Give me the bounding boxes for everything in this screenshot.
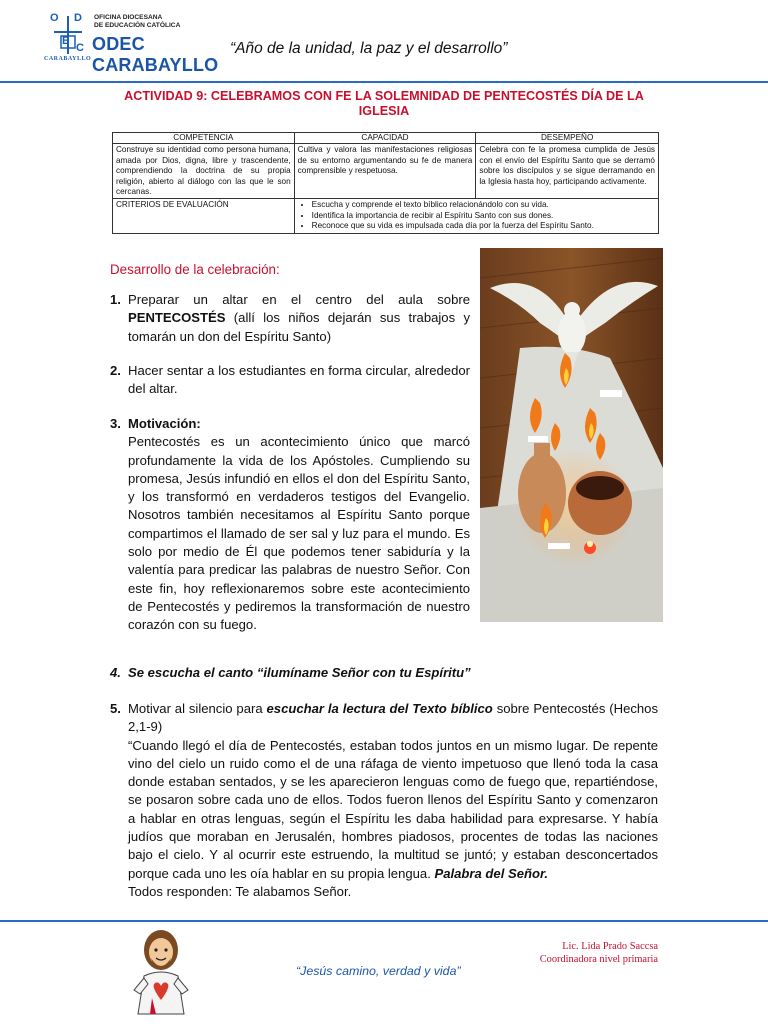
item-1-text-end: (allí los niños dejarán sus trabajos y tomarán un don del Espíritu Santo) bbox=[128, 310, 470, 344]
cell-desempeno: Celebra con fe la promesa cumplida de Jesús con el envío del Espíritu Santo que se derramó sobre los discípulos y se sigue derramando en la Iglesia hasta hoy, participando activamente. bbox=[476, 144, 659, 199]
item-text: Se escucha el canto “ilumíname Señor con tu Espíritu” bbox=[128, 665, 471, 680]
item-number: 4. bbox=[110, 665, 121, 680]
item-5-emphasis: escuchar la lectura del Texto bíblico bbox=[266, 701, 493, 716]
altar-photo-graphic bbox=[480, 248, 663, 622]
cell-competencia: Construye su identidad como persona humana, amada por Dios, digna, libre y trascendente, comprendiendo la doctrina de su propia religión, abierto al diálogo con las que le son cercanas. bbox=[113, 144, 295, 199]
list-item-1 bbox=[110, 291, 470, 346]
office-line-2: DE EDUCACIÓN CATÓLICA bbox=[94, 22, 181, 29]
list-item-5 bbox=[110, 700, 658, 901]
item-5-text-end: sobre Pentecostés (Hechos 2,1-9) bbox=[128, 701, 659, 735]
logo-letter-e: E bbox=[62, 35, 70, 47]
item-number: 5. bbox=[110, 701, 121, 716]
office-line-1: OFICINA DIOCESANA bbox=[94, 14, 163, 21]
pentecost-altar-photo bbox=[480, 248, 663, 622]
item-text bbox=[128, 415, 470, 635]
competency-table bbox=[112, 132, 659, 234]
item-number: 3. bbox=[110, 416, 121, 431]
header-divider bbox=[0, 81, 768, 83]
criteria-item: • Identifica la importancia de recibir al Espíritu Santo con sus dones. bbox=[312, 211, 655, 221]
quote-closing: Palabra del Señor. bbox=[434, 865, 549, 881]
table-row bbox=[113, 144, 659, 199]
jesus-cartoon-icon bbox=[130, 928, 192, 1016]
item-text: Hacer sentar a los estudiantes en forma circular, alrededor del altar. bbox=[128, 363, 470, 397]
table-row-criteria bbox=[113, 199, 659, 233]
item-1-bold: PENTECOSTÉS bbox=[128, 310, 226, 326]
bible-quote bbox=[128, 737, 658, 883]
list-item-3 bbox=[110, 415, 470, 635]
table-header-row bbox=[113, 133, 659, 144]
cell-criterios-label: CRITERIOS DE EVALUACIÓN bbox=[113, 199, 295, 233]
item-number: 1. bbox=[110, 292, 121, 307]
odec-logo bbox=[40, 10, 250, 75]
cell-capacidad: Cultiva y valora las manifestaciones religiosas de su entorno argumentando su fe de manera comprensible y respetuosa. bbox=[294, 144, 476, 199]
page-header bbox=[0, 0, 768, 84]
header-capacidad: CAPACIDAD bbox=[294, 133, 476, 144]
logo-caption: CARABAYLLO bbox=[44, 56, 92, 62]
response-line: Todos responden: Te alabamos Señor. bbox=[128, 883, 352, 899]
cell-criterios bbox=[294, 199, 658, 233]
odec-logo-icon bbox=[48, 12, 88, 58]
office-name bbox=[94, 14, 180, 30]
footer-motto: “Jesús camino, verdad y vida” bbox=[296, 964, 461, 978]
section-subtitle: Desarrollo de la celebración: bbox=[110, 262, 280, 277]
jesus-cartoon-graphic bbox=[130, 928, 192, 1016]
item-text bbox=[128, 291, 470, 346]
logo-letter-c: C bbox=[76, 42, 84, 54]
criteria-item: • Escucha y comprende el texto bíblico relacionándolo con su vida. bbox=[312, 200, 655, 210]
logo-letter-o: O bbox=[50, 12, 59, 24]
activity-title: ACTIVIDAD 9: CELEBRAMOS CON FE LA SOLEMNIDAD DE PENTECOSTÉS DÍA DE LA IGLESIA bbox=[124, 89, 644, 118]
org-name: ODEC CARABAYLLO bbox=[92, 34, 219, 75]
item-text bbox=[128, 700, 658, 737]
header-desempeno: DESEMPEÑO bbox=[476, 133, 659, 144]
motivation-heading: Motivación: bbox=[128, 416, 201, 431]
list-item-4 bbox=[110, 664, 658, 682]
quote-text: “Cuando llegó el día de Pentecostés, estaban todos juntos en un mismo lugar. De repente vino del cielo un ruido como el de una ráfaga de viento impetuoso que llenó toda la casa donde estaban sentados, y se les aparecieron lenguas como de fuego que, repartiéndose, se posaron sobre cada uno de ellos. Todos fueron llenos del Espíritu Santo y comenzaron a hablar en otras lenguas, según el Espíritu les daba habilidad para expresarse. Y había judíos que moraban en Jerusalén, hombres piadosos, procentes de todas las naciones bajo el cielo. Y al ocurrir este estruendo, la multitud se juntó; y estaban desconcertados porque cada uno les oía hablar en su propia lengua. bbox=[128, 737, 658, 881]
item-1-text-start: Preparar un altar en el centro del aula sobre bbox=[128, 292, 470, 307]
item-5-text-start: Motivar al silencio para bbox=[128, 701, 267, 716]
footer-divider bbox=[0, 920, 768, 922]
signature-name: Lic. Lida Prado Saccsa bbox=[562, 941, 658, 952]
header-motto: “Año de la unidad, la paz y el desarrollo” bbox=[230, 40, 508, 57]
criteria-item: • Reconoce que su vida es impulsada cada día por la fuerza del Espíritu Santo. bbox=[312, 221, 655, 231]
signature-role: Coordinadora nivel primaria bbox=[539, 953, 658, 965]
header-competencia: COMPETENCIA bbox=[113, 133, 295, 144]
criteria-list bbox=[298, 200, 655, 231]
list-item-2 bbox=[110, 362, 470, 399]
signature-block bbox=[540, 941, 658, 966]
logo-letter-d: D bbox=[74, 12, 82, 24]
motivation-text: Pentecostés es un acontecimiento único que marcó profundamente la vida de los Apóstoles. Cumpliendo su promesa, Jesús infundió en ellos el don del Espíritu Santo, y los transformó en verdaderos testigos del Evangelio. Nosotros también necesitamos al Espíritu Santo porque compartimos el llamado de ser sal y luz para el mundo. Es solo por medio de Él que podemos tener sabiduría y la valentía para predicar las palabras de nuestro Señor. Con este fin, hoy reflexionaremos sobre este acontecimiento de Pentecostés y pediremos la transformación de nuestro corazón con su fuego. bbox=[128, 434, 470, 633]
item-number: 2. bbox=[110, 363, 121, 378]
